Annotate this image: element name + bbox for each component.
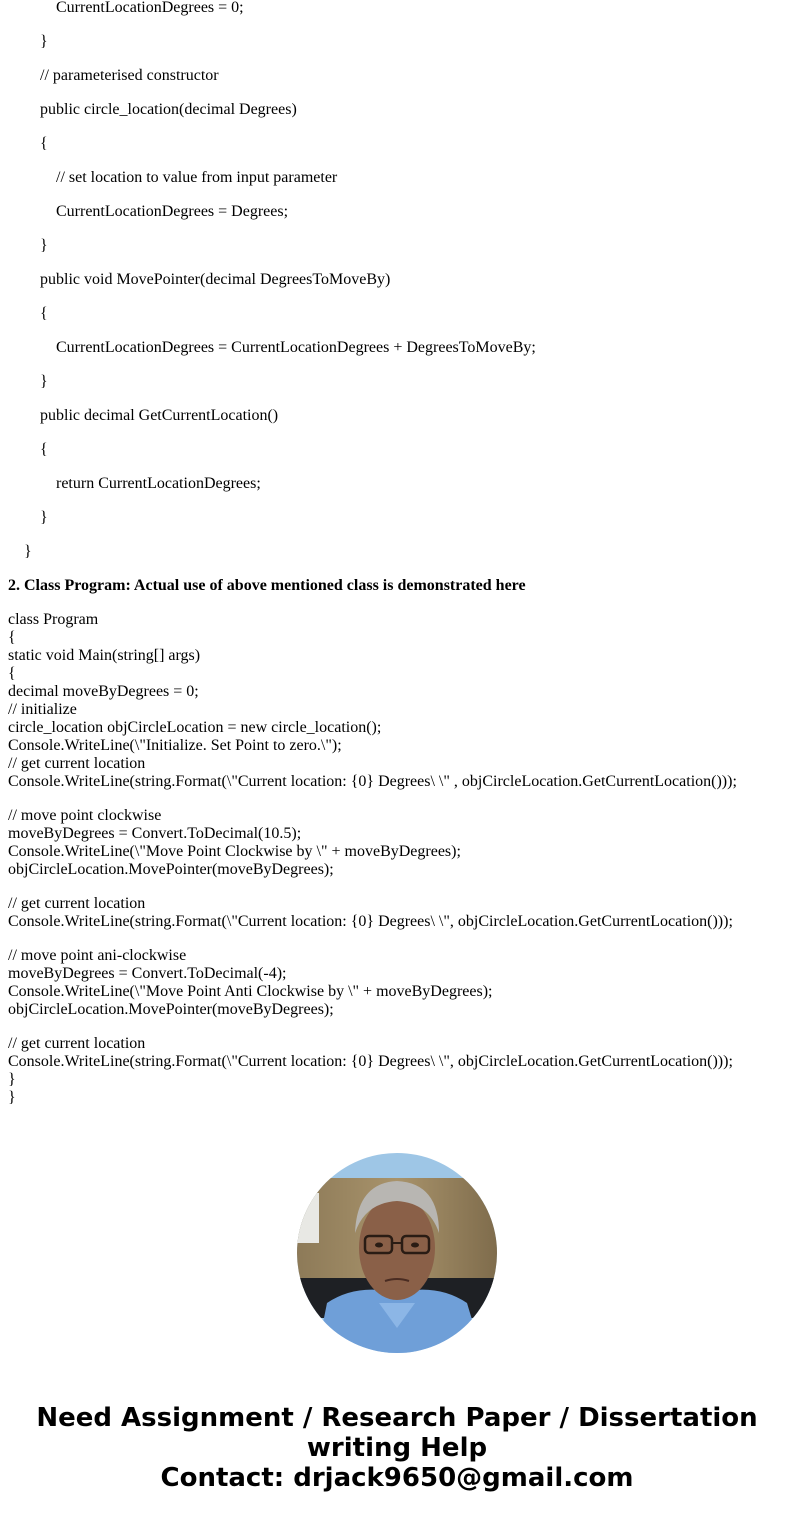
code-line: } bbox=[8, 1071, 16, 1088]
code-line: { bbox=[40, 441, 48, 458]
code-line: } bbox=[40, 373, 48, 390]
code-line: // get current location bbox=[8, 895, 146, 912]
code-line: moveByDegrees = Convert.ToDecimal(10.5); bbox=[8, 825, 302, 842]
code-line: CurrentLocationDegrees = CurrentLocationDegrees + DegreesToMoveBy; bbox=[56, 339, 536, 356]
code-line: { bbox=[8, 629, 16, 646]
contact-banner bbox=[0, 1403, 794, 1493]
code-line: return CurrentLocationDegrees; bbox=[56, 475, 261, 492]
code-line: // set location to value from input parameter bbox=[56, 169, 338, 186]
author-photo-icon bbox=[297, 1153, 497, 1353]
code-line: moveByDegrees = Convert.ToDecimal(-4); bbox=[8, 965, 287, 982]
code-line: class Program bbox=[8, 611, 99, 628]
code-line: // get current location bbox=[8, 755, 146, 772]
code-line: public void MovePointer(decimal DegreesToMoveBy) bbox=[40, 271, 391, 288]
code-line: Console.WriteLine(string.Format(\"Current location: {0} Degrees\ \", objCircleLocation.GetCurrentLocation())); bbox=[8, 1053, 733, 1070]
code-line: CurrentLocationDegrees = Degrees; bbox=[56, 203, 289, 220]
code-line: { bbox=[40, 305, 48, 322]
code-line: public circle_location(decimal Degrees) bbox=[40, 101, 297, 118]
code-line: } bbox=[40, 33, 48, 50]
code-line: // move point clockwise bbox=[8, 807, 162, 824]
code-line: public decimal GetCurrentLocation() bbox=[40, 407, 279, 424]
code-line: Console.WriteLine(string.Format(\"Current location: {0} Degrees\ \" , objCircleLocation.GetCurrentLocation())); bbox=[8, 773, 737, 790]
code-line: Console.WriteLine(\"Move Point Anti Clockwise by \" + moveByDegrees); bbox=[8, 983, 493, 1000]
code-line: { bbox=[40, 135, 48, 152]
code-line: } bbox=[40, 509, 48, 526]
code-line: Console.WriteLine(\"Move Point Clockwise by \" + moveByDegrees); bbox=[8, 843, 461, 860]
code-line: Console.WriteLine(string.Format(\"Current location: {0} Degrees\ \", objCircleLocation.GetCurrentLocation())); bbox=[8, 913, 733, 930]
code-line: // get current location bbox=[8, 1035, 146, 1052]
code-line: static void Main(string[] args) bbox=[8, 647, 201, 664]
code-line: CurrentLocationDegrees = 0; bbox=[56, 0, 244, 16]
code-line: // parameterised constructor bbox=[40, 67, 219, 84]
code-line: decimal moveByDegrees = 0; bbox=[8, 683, 199, 700]
code-line: objCircleLocation.MovePointer(moveByDegrees); bbox=[8, 861, 334, 878]
cta-line-2: writing Help bbox=[306, 1433, 488, 1463]
section-heading: 2. Class Program: Actual use of above mentioned class is demonstrated here bbox=[8, 577, 526, 594]
cta-line-3: Contact: drjack9650@gmail.com bbox=[160, 1463, 634, 1493]
code-line: circle_location objCircleLocation = new circle_location(); bbox=[8, 719, 382, 736]
code-line: Console.WriteLine(\"Initialize. Set Point to zero.\"); bbox=[8, 737, 342, 754]
code-line: } bbox=[8, 1089, 16, 1106]
code-line: objCircleLocation.MovePointer(moveByDegrees); bbox=[8, 1001, 334, 1018]
author-avatar bbox=[297, 1153, 497, 1353]
cta-line-1: Need Assignment / Research Paper / Dissertation bbox=[36, 1403, 758, 1433]
code-line: } bbox=[40, 237, 48, 254]
code-line: } bbox=[24, 543, 32, 560]
code-line: // move point ani-clockwise bbox=[8, 947, 187, 964]
code-line: { bbox=[8, 665, 16, 682]
code-line: // initialize bbox=[8, 701, 77, 718]
